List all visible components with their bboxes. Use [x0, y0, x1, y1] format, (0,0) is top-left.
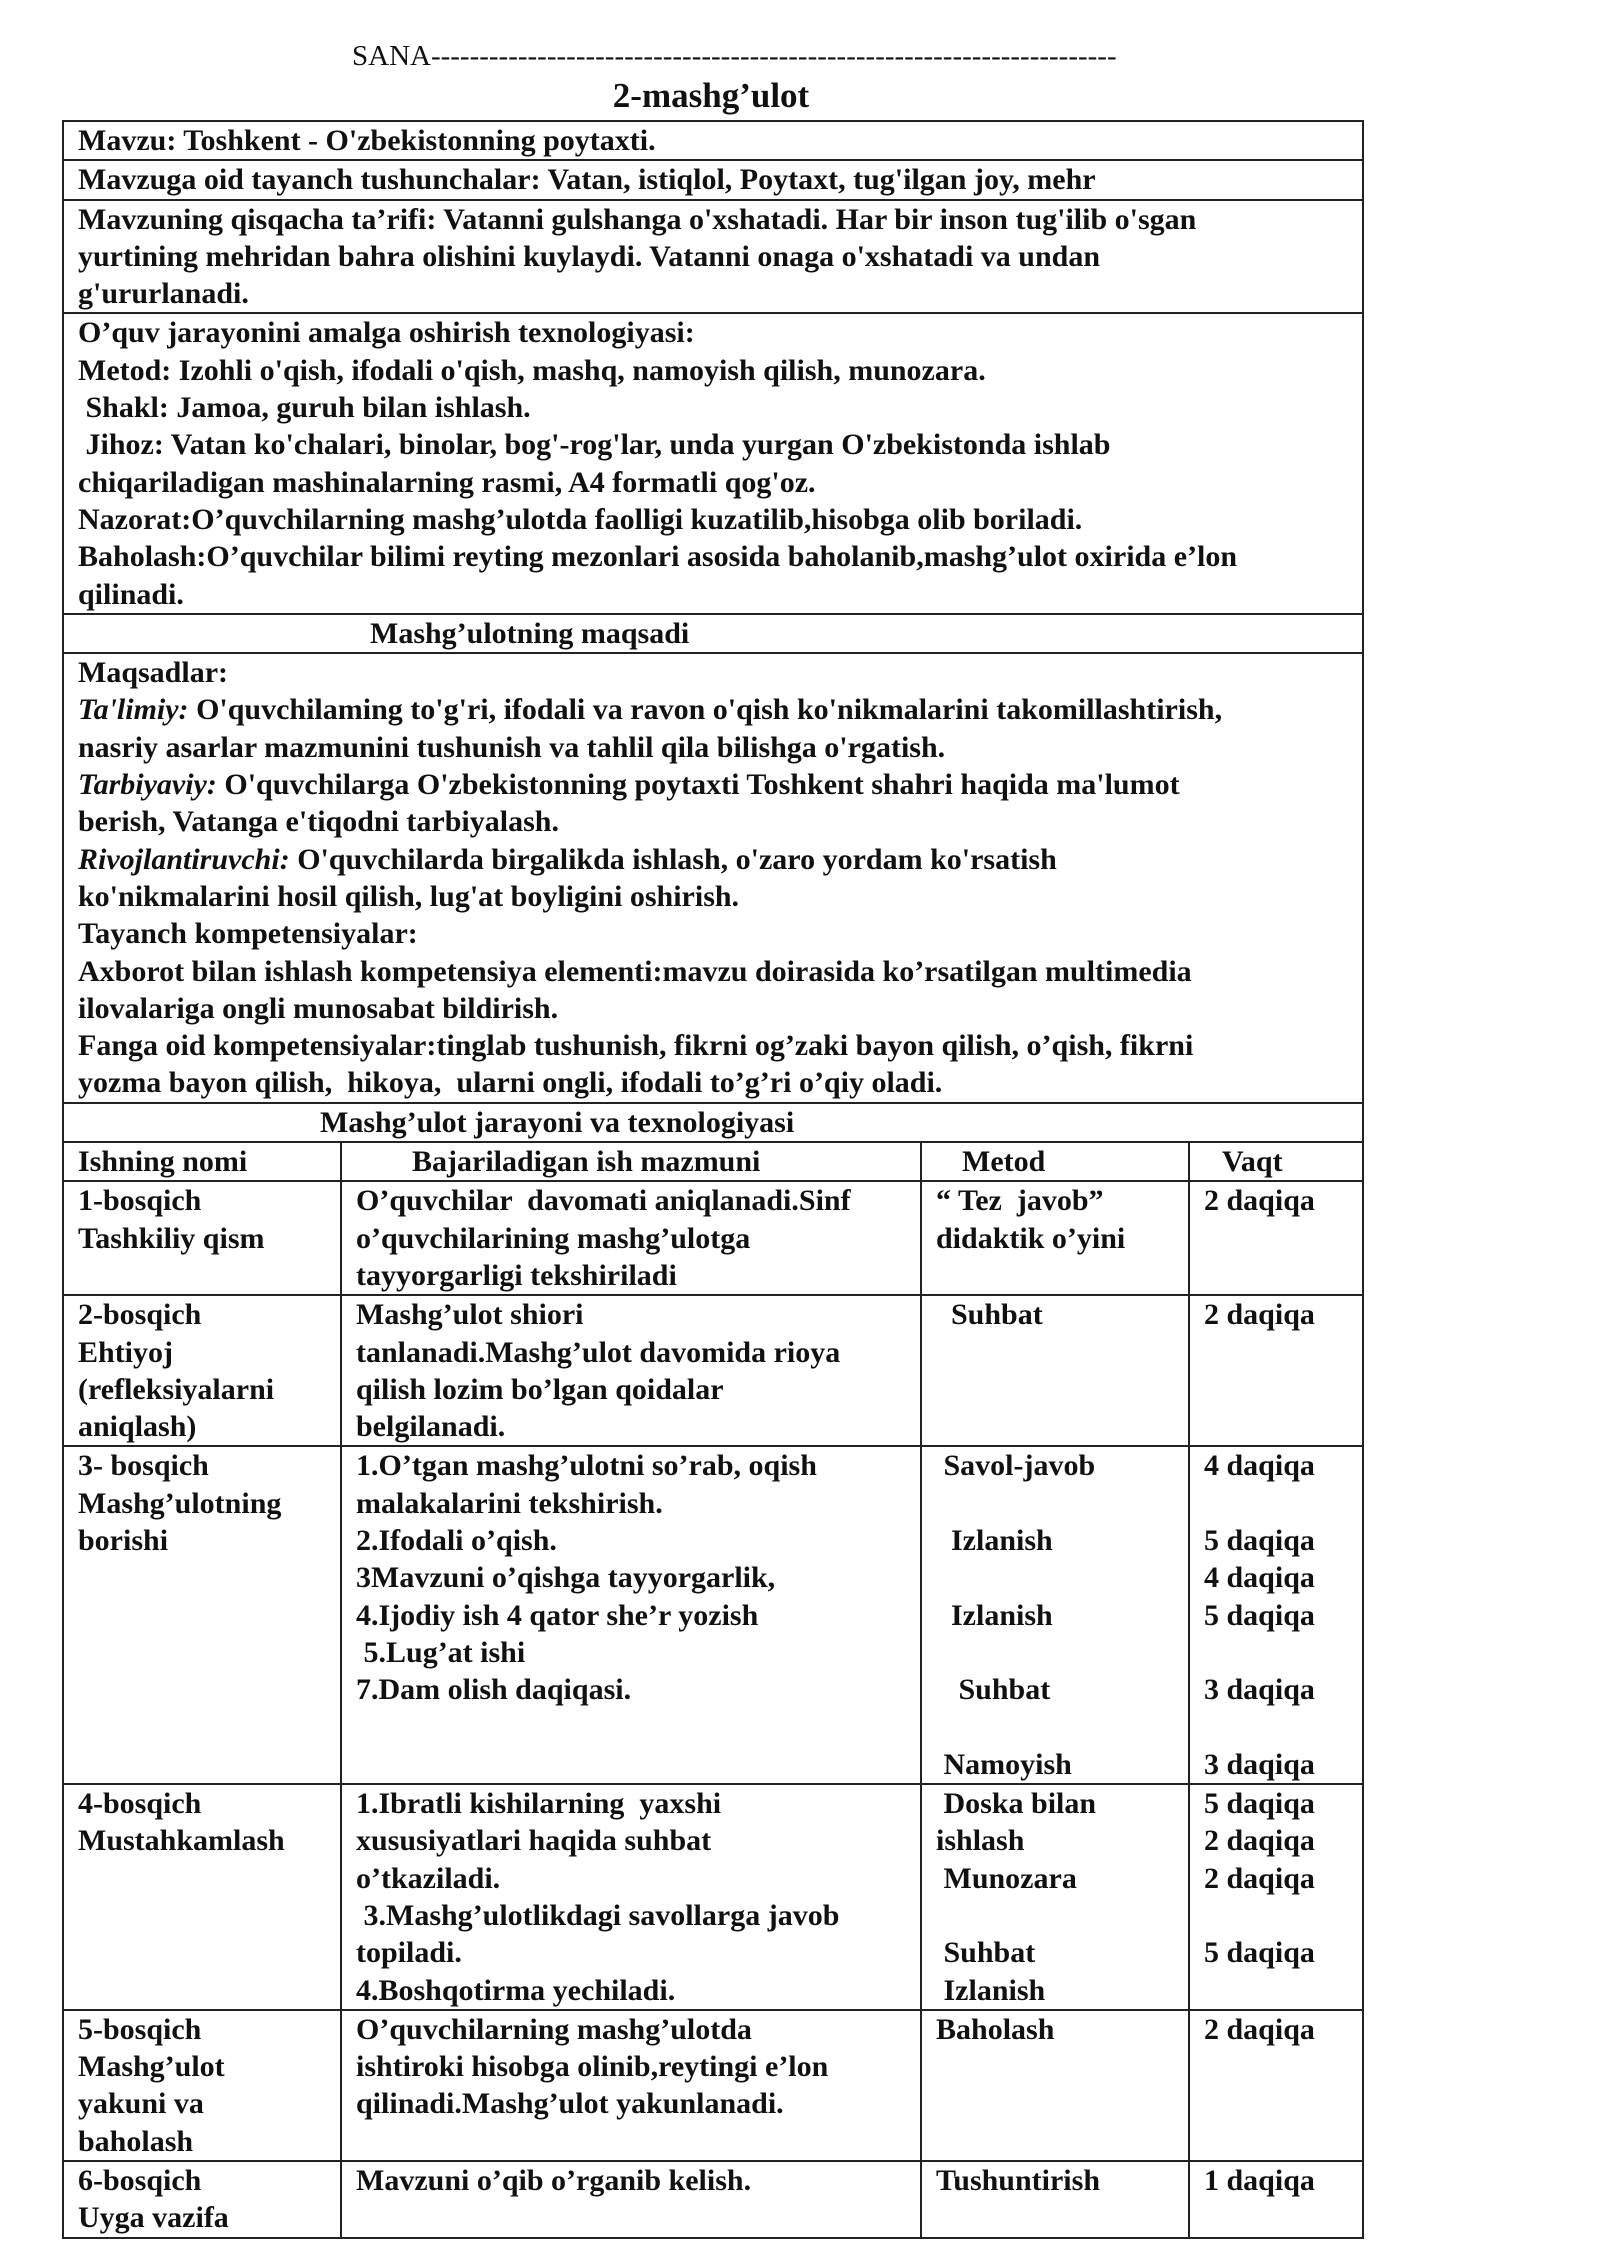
stage-time-line: 2 daqiqa — [1204, 1861, 1315, 1895]
goals-title-row — [63, 614, 1363, 653]
topic-row — [63, 121, 1363, 160]
stage-name-cell — [63, 2010, 341, 2161]
stage-name-cell — [63, 1446, 341, 1784]
stage-rows — [63, 1181, 1363, 2237]
stage-content-cell — [341, 1181, 921, 1295]
lesson-plan-table — [62, 120, 1364, 2239]
stage-name-line: Tashkiliy qism — [78, 1221, 265, 1255]
stage-method-line: Doska bilan — [936, 1787, 1097, 1821]
column-header-stage: Ishning nomi — [63, 1142, 341, 1181]
stage-time-cell — [1189, 1784, 1363, 2010]
competency-line: Axborot bilan ishlash kompetensiya elementi:mavzu doirasida ko’rsatilgan multimedia — [78, 954, 1192, 988]
stage-content-line: 4.Ijodiy ish 4 qator she’r yozish — [356, 1598, 759, 1632]
stage-method-line: Suhbat — [936, 1673, 1051, 1707]
stage-time-line — [1204, 1897, 1348, 1934]
stage-method-cell — [921, 2161, 1189, 2238]
stage-method-line — [936, 1634, 1174, 1671]
stage-content-cell — [341, 1295, 921, 1446]
stage-method-line — [936, 1708, 1174, 1745]
stage-method-line: Tushuntirish — [936, 2164, 1101, 2198]
stage-content-line: qilinadi.Mashg’ulot yakunlanadi. — [356, 2087, 784, 2121]
key-concepts-row — [63, 160, 1363, 199]
stage-row — [63, 2161, 1363, 2238]
stage-name-line: 2-bosqich — [78, 1298, 202, 1332]
stage-content-line: O’quvchilar davomati aniqlanadi.Sinf — [356, 1184, 851, 1218]
stage-time-line: 4 daqiqa — [1204, 1449, 1315, 1483]
stage-time-line: 4 daqiqa — [1204, 1561, 1315, 1595]
goal-upbringing-text: O'quvchilarga O'zbekistonning poytaxti Toshkent shahri haqida ma'lumot — [216, 768, 1180, 802]
goal-educational-cont: nasriy asarlar mazmunini tushunish va tahlil qila bilishga o'rgatish. — [78, 730, 946, 764]
stage-method-cell — [921, 1295, 1189, 1446]
goal-developmental-cont: ko'nikmalarini hosil qilish, lug'at boyligini oshirish. — [78, 879, 740, 913]
stage-name-line: Uyga vazifa — [78, 2201, 229, 2235]
stage-time-cell — [1189, 1181, 1363, 1295]
stage-name-line: 5-bosqich — [78, 2012, 202, 2046]
stage-method-line: Munozara — [936, 1861, 1077, 1895]
stage-row — [63, 1181, 1363, 1295]
technology-line: O’quv jarayonini amalga oshirish texnologiyasi: — [78, 316, 695, 350]
goal-educational — [78, 691, 1348, 728]
stage-content-line: 5.Lug’at ishi — [356, 1635, 526, 1669]
stage-method-cell — [921, 1181, 1189, 1295]
stage-row — [63, 2010, 1363, 2161]
stage-content-cell — [341, 2010, 921, 2161]
column-header-time: Vaqt — [1189, 1142, 1363, 1181]
key-concepts-cell: Mavzuga oid tayanch tushunchalar: Vatan, istiqlol, Poytaxt, tug'ilgan joy, mehr — [63, 160, 1363, 199]
stage-time-line — [1204, 1485, 1348, 1522]
stage-time-line — [1204, 1972, 1348, 2009]
stage-method-line: ishlash — [936, 1824, 1025, 1858]
stage-content-line: o’tkaziladi. — [356, 1861, 501, 1895]
stage-time-cell — [1189, 1446, 1363, 1784]
competency-line: Fanga oid kompetensiyalar:tinglab tushunish, fikrni og’zaki bayon qilish, o’qish, fikrni — [78, 1029, 1194, 1063]
stage-time-line: 2 daqiqa — [1204, 1298, 1315, 1332]
stage-name-line: Mashg’ulot — [78, 2050, 225, 2084]
stage-row — [63, 1295, 1363, 1446]
stage-method-line — [936, 1559, 1174, 1596]
stage-content-line: qilish lozim bo’lgan qoidalar — [356, 1372, 724, 1406]
stage-name-line: aniqlash) — [78, 1410, 197, 1444]
column-header-content: Bajariladigan ish mazmuni — [341, 1142, 921, 1181]
stage-time-line: 1 daqiqa — [1204, 2164, 1315, 2198]
technology-line: Metod: Izohli o'qish, ifodali o'qish, mashq, namoyish qilish, munozara. — [78, 353, 986, 387]
stage-name-line: 3- bosqich — [78, 1449, 209, 1483]
goals-heading: Maqsadlar: — [78, 656, 228, 690]
stage-name-line: 6-bosqich — [78, 2164, 202, 2198]
stage-time-line: 2 daqiqa — [1204, 1184, 1315, 1218]
stage-method-line: didaktik o’yini — [936, 1221, 1126, 1255]
stage-content-cell — [341, 2161, 921, 2238]
stage-method-line: Izlanish — [936, 1598, 1053, 1632]
stage-content-line: 1.O’tgan mashg’ulotni so’rab, oqish — [356, 1449, 817, 1483]
technology-line: chiqariladigan mashinalarning rasmi, A4 formatli qog'oz. — [78, 465, 816, 499]
stage-method-line: Savol-javob — [936, 1449, 1096, 1483]
stage-method-cell — [921, 1784, 1189, 2010]
goal-educational-text: O'quvchilaming to'g'ri, ifodali va ravon o'qish ko'nikmalarini takomillashtirish, — [188, 693, 1223, 727]
topic-cell: Mavzu: Toshkent - O'zbekistonning poytaxti. — [63, 121, 1363, 160]
stage-time-line — [1204, 1708, 1348, 1745]
stage-time-line: 5 daqiqa — [1204, 1598, 1315, 1632]
stage-content-line: O’quvchilarning mashg’ulotda — [356, 2012, 752, 2046]
goal-developmental — [78, 841, 1348, 878]
column-header-row — [63, 1142, 1363, 1181]
stage-content-line: tanlanadi.Mashg’ulot davomida rioya — [356, 1335, 841, 1369]
goals-row — [63, 653, 1363, 1103]
competency-line: yozma bayon qilish, hikoya, ularni ongli, ifodali to’g’ri o’qiy oladi. — [78, 1066, 943, 1100]
stage-time-line: 5 daqiqa — [1204, 1787, 1315, 1821]
goal-educational-label: Ta'limiy: — [78, 693, 189, 727]
description-line: yurtining mehridan bahra olishini kuylaydi. Vatanni onaga o'xshatadi va undan — [78, 239, 1101, 273]
date-line: SANA----------------------------------------------------------------------- — [352, 40, 1117, 72]
stage-time-line: 3 daqiqa — [1204, 1747, 1315, 1781]
technology-line: qilinadi. — [78, 577, 184, 611]
stage-content-line: 7.Dam olish daqiqasi. — [356, 1673, 632, 1707]
stage-content-cell — [341, 1784, 921, 2010]
stage-content-line: belgilanadi. — [356, 1410, 506, 1444]
stage-content-line: Mashg’ulot shiori — [356, 1298, 584, 1332]
lesson-title: 2-mashg’ulot — [612, 76, 810, 115]
column-header-method: Metod — [921, 1142, 1189, 1181]
competency-line: ilovalariga ongli munosabat bildirish. — [78, 991, 559, 1025]
stage-name-line: borishi — [78, 1523, 169, 1557]
goal-upbringing-label: Tarbiyaviy: — [78, 768, 217, 802]
stage-method-line — [936, 1897, 1174, 1934]
stage-content-cell — [341, 1446, 921, 1784]
stage-content-line: 3Mavzuni o’qishga tayyorgarlik, — [356, 1561, 776, 1595]
stage-time-line: 2 daqiqa — [1204, 2012, 1315, 2046]
stage-method-line: “ Tez javob” — [936, 1184, 1104, 1218]
stage-name-line: Ehtiyoj — [78, 1335, 174, 1369]
stage-name-line: (refleksiyalarni — [78, 1372, 275, 1406]
process-title-cell — [63, 1103, 1363, 1142]
stage-content-line: 2.Ifodali o’qish. — [356, 1523, 557, 1557]
stage-name-line: baholash — [78, 2124, 194, 2158]
stage-content-line: ishtiroki hisobga olinib,reytingi e’lon — [356, 2050, 829, 2084]
stage-time-cell — [1189, 2010, 1363, 2161]
competencies-heading: Tayanch kompetensiyalar: — [78, 917, 418, 951]
stage-content-line: 4.Boshqotirma yechiladi. — [356, 1973, 676, 2007]
stage-method-line: Baholash — [936, 2012, 1055, 2046]
technology-line: Baholash:O’quvchilar bilimi reyting mezonlari asosida baholanib,mashg’ulot oxirida e’lon — [78, 540, 1238, 574]
goals-title: Mashg’ulotning maqsadi — [370, 616, 690, 650]
stage-content-line: 1.Ibratli kishilarning yaxshi — [356, 1787, 722, 1821]
stage-content-line: o’quvchilarining mashg’ulotga — [356, 1221, 751, 1255]
goal-upbringing — [78, 766, 1348, 803]
stage-row — [63, 1446, 1363, 1784]
stage-content-line: xususiyatlari haqida suhbat — [356, 1824, 712, 1858]
stage-method-line: Izlanish — [936, 1973, 1046, 2007]
stage-name-cell — [63, 1181, 341, 1295]
process-title: Mashg’ulot jarayoni va texnologiyasi — [320, 1105, 795, 1139]
stage-name-line: yakuni va — [78, 2087, 204, 2121]
stage-name-cell — [63, 1784, 341, 2010]
goals-title-cell — [63, 614, 1363, 653]
stage-method-line — [936, 1485, 1174, 1522]
stage-time-line: 5 daqiqa — [1204, 1523, 1315, 1557]
description-line: Mavzuning qisqacha ta’rifi: Vatanni gulshanga o'xshatadi. Har bir inson tug'ilib o'sgan — [78, 202, 1197, 236]
stage-method-line: Izlanish — [936, 1523, 1053, 1557]
stage-method-line: Suhbat — [936, 1298, 1043, 1332]
stage-method-line: Namoyish — [936, 1747, 1072, 1781]
stage-content-line: malakalarini tekshirish. — [356, 1486, 663, 1520]
stage-content-line: 3.Mashg’ulotlikdagi savollarga javob — [356, 1898, 840, 1932]
goal-upbringing-cont: berish, Vatanga e'tiqodni tarbiyalash. — [78, 805, 559, 839]
stage-time-cell — [1189, 1295, 1363, 1446]
stage-content-line: topiladi. — [356, 1936, 462, 1970]
stage-time-line: 5 daqiqa — [1204, 1936, 1315, 1970]
stage-method-line: Suhbat — [936, 1936, 1036, 1970]
topic-description-row — [63, 200, 1363, 314]
stage-method-cell — [921, 2010, 1189, 2161]
stage-time-line: 3 daqiqa — [1204, 1673, 1315, 1707]
stage-content-line: tayyorgarligi tekshiriladi — [356, 1258, 677, 1292]
technology-line: Nazorat:O’quvchilarning mashg’ulotda faolligi kuzatilib,hisobga olib boriladi. — [78, 502, 1083, 536]
stage-name-cell — [63, 2161, 341, 2238]
stage-content-line: Mavzuni o’qib o’rganib kelish. — [356, 2164, 752, 2198]
stage-time-cell — [1189, 2161, 1363, 2238]
stage-name-cell — [63, 1295, 341, 1446]
stage-name-line: Mustahkamlash — [78, 1824, 285, 1858]
technology-line: Shakl: Jamoa, guruh bilan ishlash. — [78, 391, 531, 425]
stage-row — [63, 1784, 1363, 2010]
technology-line: Jihoz: Vatan ko'chalari, binolar, bog'-rog'lar, unda yurgan O'zbekistonda ishlab — [78, 428, 1111, 462]
description-line: g'ururlanadi. — [78, 277, 249, 311]
stage-name-line: 1-bosqich — [78, 1184, 202, 1218]
topic-description-cell — [63, 200, 1363, 314]
goal-developmental-label: Rivojlantiruvchi: — [78, 842, 290, 876]
stage-method-cell — [921, 1446, 1189, 1784]
stage-name-line: Mashg’ulotning — [78, 1486, 282, 1520]
goal-developmental-text: O'quvchilarda birgalikda ishlash, o'zaro yordam ko'rsatish — [289, 842, 1057, 876]
stage-time-line — [1204, 1634, 1348, 1671]
technology-row — [63, 313, 1363, 613]
stage-time-line: 2 daqiqa — [1204, 1824, 1315, 1858]
technology-cell — [63, 313, 1363, 613]
goals-cell — [63, 653, 1363, 1103]
process-title-row — [63, 1103, 1363, 1142]
stage-name-line: 4-bosqich — [78, 1787, 202, 1821]
